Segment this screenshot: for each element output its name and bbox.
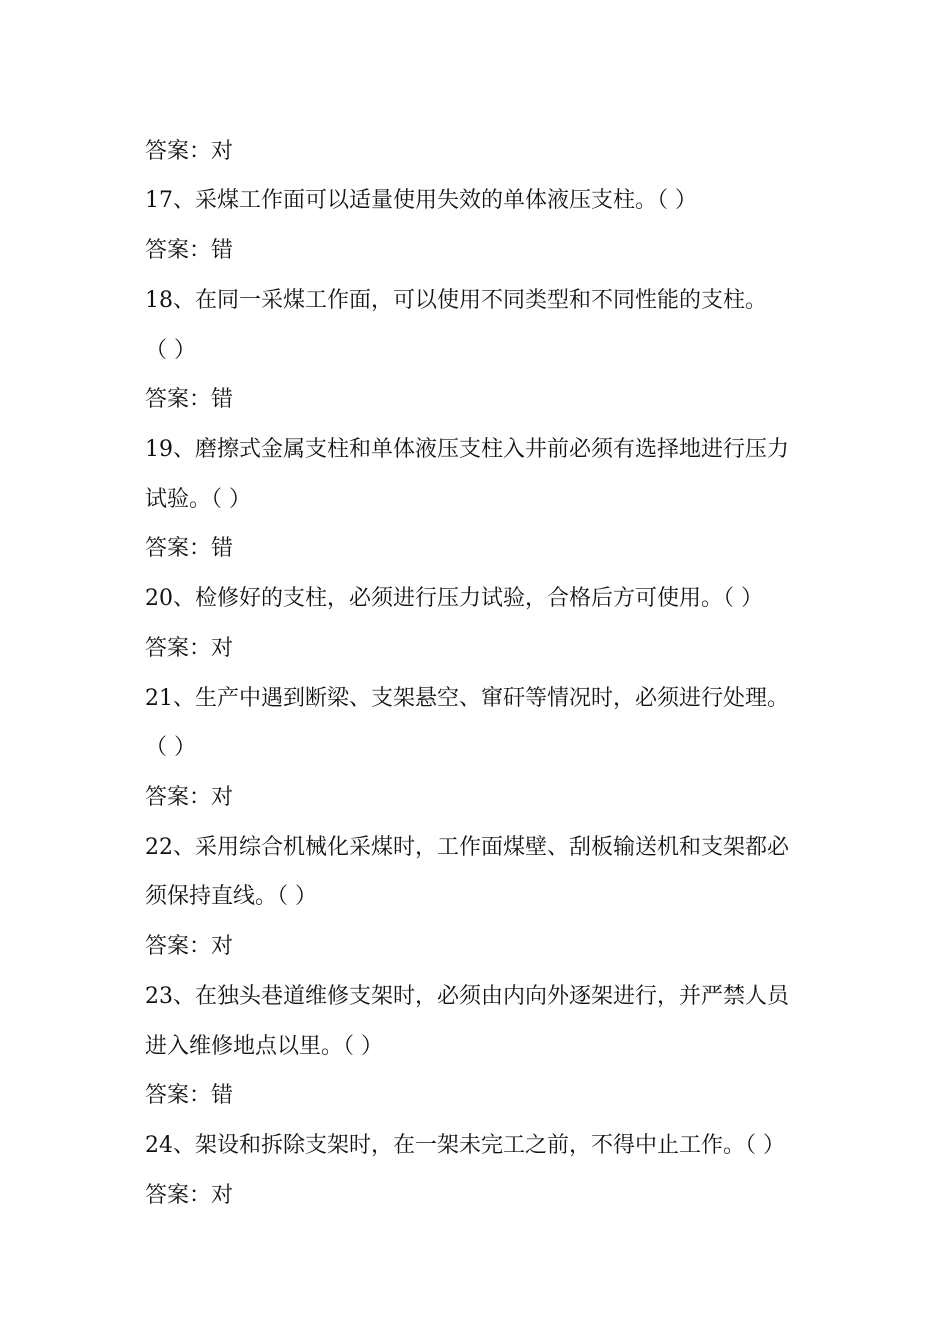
answer-18: 答案：错: [145, 387, 234, 412]
answer-17: 答案：错: [145, 238, 234, 263]
question-20: 20、检修好的支柱，必须进行压力试验，合格后方可使用。（ ）: [145, 586, 763, 611]
question-19-line-1: 19、磨擦式金属支柱和单体液压支柱入井前必须有选择地进行压力: [145, 437, 789, 462]
answer-20: 答案：对: [145, 636, 234, 661]
answer-22: 答案：对: [145, 934, 234, 959]
question-24: 24、架设和拆除支架时，在一架未完工之前，不得中止工作。（ ）: [145, 1133, 785, 1158]
answer-16: 答案：对: [145, 139, 234, 164]
question-22-line-1: 22、采用综合机械化采煤时，工作面煤壁、刮板输送机和支架都必: [145, 835, 789, 860]
question-18-line-2: （ ）: [145, 338, 196, 363]
question-17: 17、采煤工作面可以适量使用失效的单体液压支柱。（ ）: [145, 188, 697, 213]
answer-21: 答案：对: [145, 785, 234, 810]
answer-23: 答案：错: [145, 1083, 234, 1108]
question-23-line-2: 进入维修地点以里。（ ）: [145, 1034, 383, 1059]
question-23-line-1: 23、在独头巷道维修支架时，必须由内向外逐架进行，并严禁人员: [145, 984, 789, 1009]
answer-19: 答案：错: [145, 536, 234, 561]
question-22-line-2: 须保持直线。（ ）: [145, 884, 317, 909]
question-21-line-2: （ ）: [145, 735, 196, 760]
question-19-line-2: 试验。（ ）: [145, 487, 251, 512]
question-18-line-1: 18、在同一采煤工作面，可以使用不同类型和不同性能的支柱。: [145, 288, 767, 313]
question-21-line-1: 21、生产中遇到断梁、支架悬空、窜矸等情况时，必须进行处理。: [145, 686, 789, 711]
answer-24: 答案：对: [145, 1183, 234, 1208]
